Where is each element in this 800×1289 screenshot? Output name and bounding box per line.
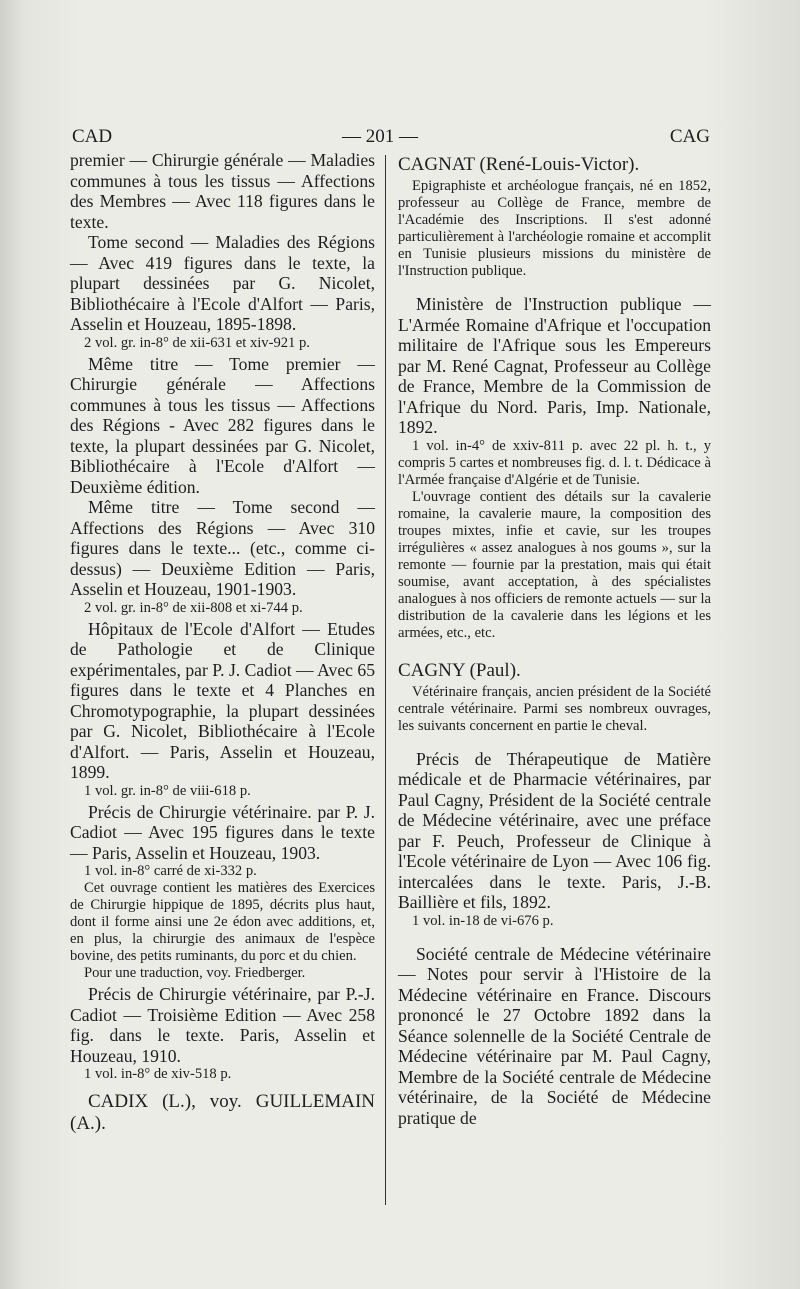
entry-note: L'ouvrage contient des détails sur la cavalerie romaine, la cavalerie maure, la composition des troupes mixtes, infie et cavie, sur les troupes irrégulières « assez analogues à nos goums », sur la remonte — fournie par la prestation, mais qui était soumise, avant acceptation, à des spécialistes analogues à nos officiers de remonte actuels — sur la distribution de la cavalerie dans les légions et les armées, etc., etc.: [398, 488, 711, 641]
entry-description: 1 vol. in-8° de xiv-518 p.: [84, 1066, 232, 1082]
entry-note-translation: Pour une traduction, voy. Friedberger.: [84, 965, 306, 981]
author-biography: Vétérinaire français, ancien président de la Société centrale vétérinaire. Parmi ses nombreux ouvrages, les suivants concernent en partie le cheval.: [398, 683, 711, 734]
author-biography: Epigraphiste et archéologue français, né en 1852, professeur au Collège de France, membre de l'Académie des Inscriptions. Il s'est adonné particulièrement à l'archéologie romaine et accomplit en Tunisie plusieurs missions du ministère de l'Instruction publique.: [398, 178, 711, 279]
entry-description: 1 vol. in-8° carré de xi-332 p.: [84, 863, 257, 879]
running-head-right: CAG: [669, 126, 710, 147]
right-column: [398, 150, 711, 1128]
column-rule: [385, 155, 386, 1205]
entry-meme-titre-1: Même titre — Tome premier — Chirurgie générale — Affections communes à tous les tissus — Affections des Régions - Avec 282 figures dans le texte, la plupart dessinées par G. Nicolet, Bibliothécaire à l'Ecole d'Alfort — Deuxième édition.: [70, 353, 375, 497]
entry-note: Cet ouvrage contient les matières des Exercices de Chirurgie hippique de 1895, décrits plus haut, dont il forme ainsi une 2e édon avec additions, et, en plus, la chirurgie des animaux de l'espèce bovine, des petits ruminants, du porc et du chien.: [70, 880, 375, 964]
entry-description: 1 vol. gr. in-8° de viii-618 p.: [84, 782, 251, 799]
author-heading: CAGNAT (René-Louis-Victor).: [398, 154, 640, 175]
entry-description: 2 vol. gr. in-8° de xii-631 et xiv-921 p.: [84, 334, 310, 351]
author-heading: CAGNY (Paul).: [398, 659, 521, 681]
left-column: [70, 150, 375, 1137]
entry-description: 1 vol. in-18 de vi-676 p.: [412, 912, 554, 929]
entry-armee-romaine: Ministère de l'Instruction publique — L'Armée Romaine d'Afrique et l'occupation militaire de l'Afrique sous les Empereurs par M. René Cagnat, Professeur au Collège de France, Membre de la Commission de l'Afrique du Nord. Paris, Imp. Nationale, 1892.: [398, 294, 711, 437]
entry-precis-2: Précis de Chirurgie vétérinaire, par P.-J. Cadiot — Troisième Edition — Avec 258 fig. dans le texte. Paris, Asselin et Houzeau, 1910.: [70, 984, 375, 1066]
entry-meme-titre-2: Même titre — Tome second — Affections des Régions — Avec 310 figures dans le texte... (etc., comme ci-dessus) — Deuxième Edition — Paris, Asselin et Houzeau, 1901-1903.: [70, 497, 375, 599]
running-head-left: CAD: [72, 126, 113, 147]
entry-description: 1 vol. in-4° de xxiv-811 p. avec 22 pl. h. t., y compris 5 cartes et nombreuses fig. d. l. t. Dédicace à l'Armée française d'Algérie et de Tunisie.: [398, 437, 711, 488]
entry-continuation: premier — Chirurgie générale — Maladies communes à tous les tissus — Affections des Membres — Avec 118 figures dans le texte.: [70, 150, 375, 232]
entry-description: 2 vol. gr. in-8° de xii-808 et xi-744 p.: [84, 599, 303, 616]
entry-precis-therapeutique: Précis de Thérapeutique de Matière médicale et de Pharmacie vétérinaires, par Paul Cagny, Président de la Société centrale de Médecine vétérinaire, avec une préface par F. Peuch, Professeur de Clinique à l'Ecole vétérinaire de Lyon — Avec 106 fig. intercalées dans le texte. Paris, J.-B. Baillière et fils, 1892.: [398, 748, 711, 912]
entry-hopitaux: Hôpitaux de l'Ecole d'Alfort — Etudes de Pathologie et de Clinique expérimentales, par P. J. Cadiot — Avec 65 figures dans le texte et 4 Planches en Chromotypographie, la plupart dessinées par G. Nicolet, Bibliothécaire à l'Ecole d'Alfort. — Paris, Asselin et Houzeau, 1899.: [70, 618, 375, 782]
entry-cross-reference: CADIX (L.), voy. GUILLEMAIN (A.).: [70, 1091, 375, 1134]
entry-precis-1: Précis de Chirurgie vétérinaire. par P. J. Cadiot — Avec 195 figures dans le texte — Paris, Asselin et Houzeau, 1903.: [70, 801, 375, 863]
entry-tome-second: Tome second — Maladies des Régions — Avec 419 figures dans le texte, la plupart dessinées par G. Nicolet, Bibliothécaire à l'Ecole d'Alfort — Paris, Asselin et Houzeau, 1895-1898.: [70, 232, 375, 334]
entry-societe-centrale: Société centrale de Médecine vétérinaire — Notes pour servir à l'Histoire de la Médecine vétérinaire en France. Discours prononcé le 27 Octobre 1892 dans la Séance solennelle de la Société Centrale de Médecine vétérinaire par M. Paul Cagny, Membre de la Société centrale de Médecine vétérinaire, de la Société de Médecine pratique de: [398, 943, 711, 1128]
page-number: — 201 —: [342, 126, 418, 147]
